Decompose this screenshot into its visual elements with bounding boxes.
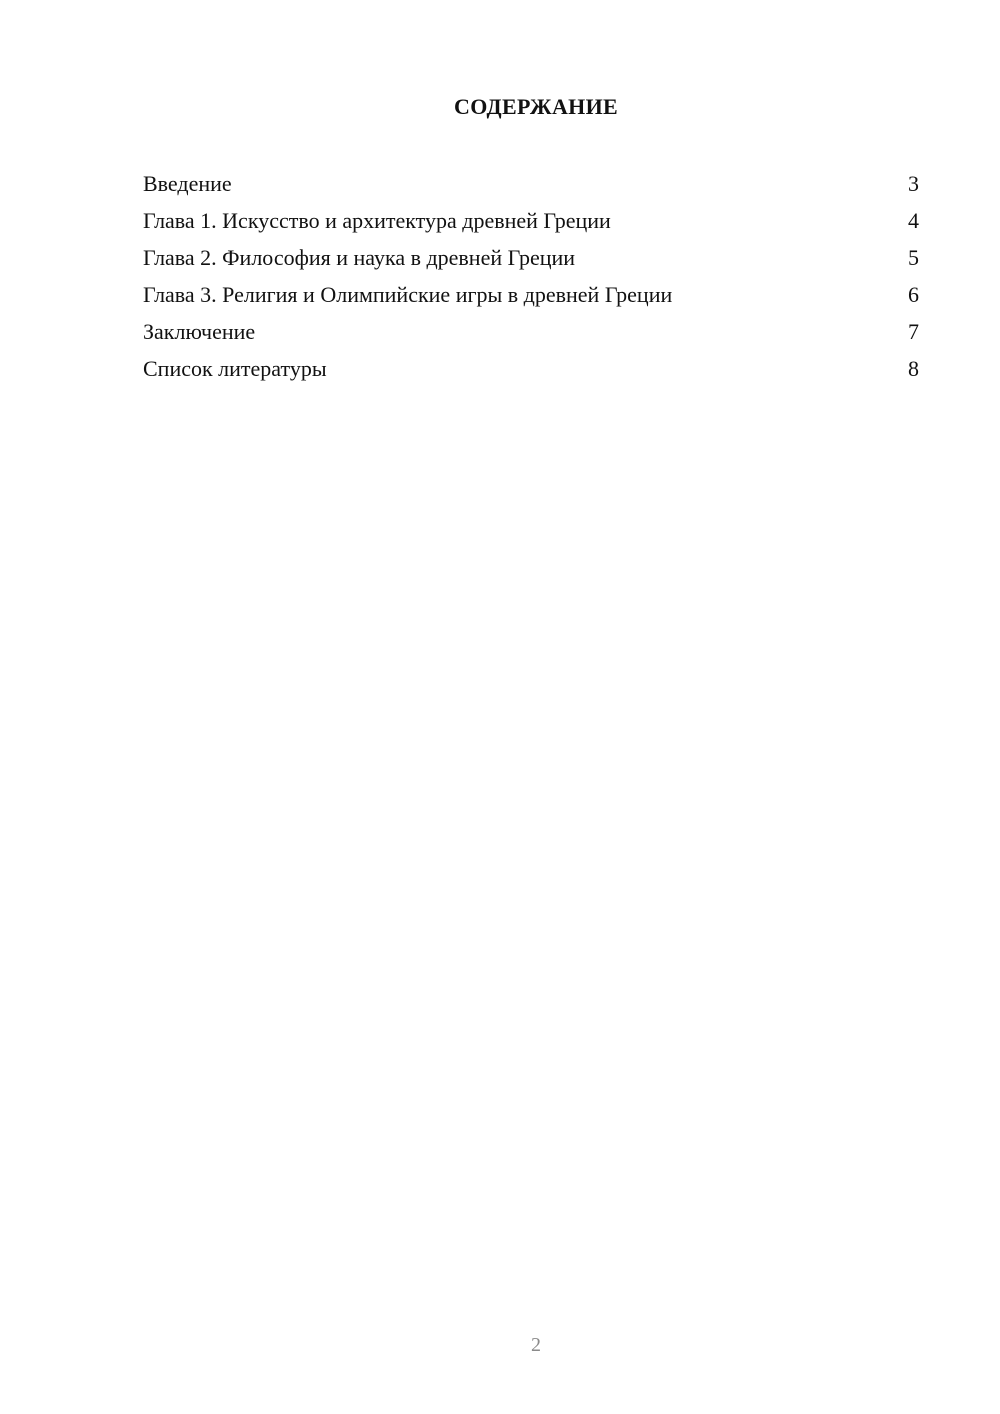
toc-entry-introduction [143,169,919,206]
table-of-contents [143,169,919,391]
toc-entry-conclusion [143,317,919,354]
toc-entry-label: Введение [143,171,232,196]
toc-entry-chapter-3 [143,280,919,317]
toc-entry-chapter-2 [143,243,919,280]
toc-entry-page: 4 [908,208,919,233]
toc-entry-page: 7 [908,319,919,344]
toc-entry-label: Глава 2. Философия и наука в древней Греции [143,245,576,270]
toc-entry-page: 5 [908,245,919,270]
page-number: 2 [531,1334,541,1356]
toc-entry-label: Глава 1. Искусство и архитектура древней Греции [143,208,611,233]
toc-entry-label: Список литературы [143,356,327,381]
toc-entry-page: 3 [908,171,919,196]
page-title: СОДЕРЖАНИЕ [454,94,618,119]
toc-entry-label: Глава 3. Религия и Олимпийские игры в древней Греции [143,282,673,307]
toc-entry-page: 6 [908,282,919,307]
toc-entry-label: Заключение [143,319,256,344]
toc-entry-chapter-1 [143,206,919,243]
toc-entry-page: 8 [908,356,919,381]
toc-entry-references [143,354,919,391]
